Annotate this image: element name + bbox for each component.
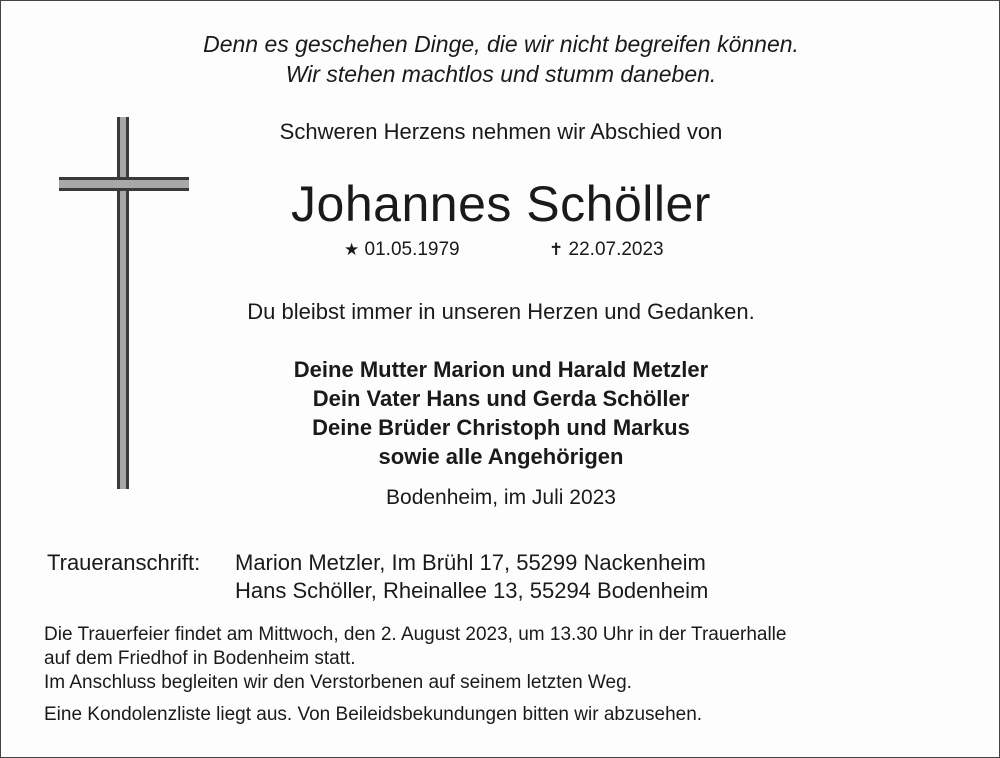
address-line-2: Hans Schöller, Rheinallee 13, 55294 Bodenheim <box>235 578 709 603</box>
info-line-2: auf dem Friedhof in Bodenheim statt. <box>44 648 356 669</box>
info-line-3: Im Anschluss begleiten wir den Verstorbenen auf seinem letzten Weg. <box>44 672 632 693</box>
intro-text: Schweren Herzens nehmen wir Abschied von <box>279 119 723 144</box>
family-line: Deine Mutter Marion und Harald Metzler <box>293 357 709 382</box>
family-list <box>1 355 1000 471</box>
cross-small-icon: ✝ <box>549 240 564 259</box>
service-info <box>44 623 786 727</box>
info-line-1: Die Trauerfeier findet am Mittwoch, den 2. August 2023, um 13.30 Uhr in der Trauerhalle <box>44 624 787 645</box>
birth-date <box>344 239 460 261</box>
quote <box>1 29 1000 89</box>
deceased-name: Johannes Schöller <box>291 176 711 232</box>
birth-date-value: 01.05.1979 <box>364 239 460 260</box>
death-date <box>549 239 664 261</box>
info-line-4: Eine Kondolenzliste liegt aus. Von Beileidsbekundungen bitten wir abzusehen. <box>44 704 703 725</box>
place-date: Bodenheim, im Juli 2023 <box>386 486 616 509</box>
family-line: sowie alle Angehörigen <box>378 444 624 469</box>
motto: Du bleibst immer in unseren Herzen und Gedanken. <box>247 299 755 324</box>
death-date-value: 22.07.2023 <box>568 239 664 260</box>
family-line: Deine Brüder Christoph und Markus <box>312 415 690 440</box>
address-label: Traueranschrift: <box>47 550 201 575</box>
address-line-1: Marion Metzler, Im Brühl 17, 55299 Nackenheim <box>235 550 706 575</box>
family-line: Dein Vater Hans und Gerda Schöller <box>312 386 690 411</box>
star-icon: ★ <box>344 240 360 259</box>
quote-line-2: Wir stehen machtlos und stumm daneben. <box>285 61 717 87</box>
quote-line-1: Denn es geschehen Dinge, die wir nicht begreifen können. <box>203 31 799 57</box>
